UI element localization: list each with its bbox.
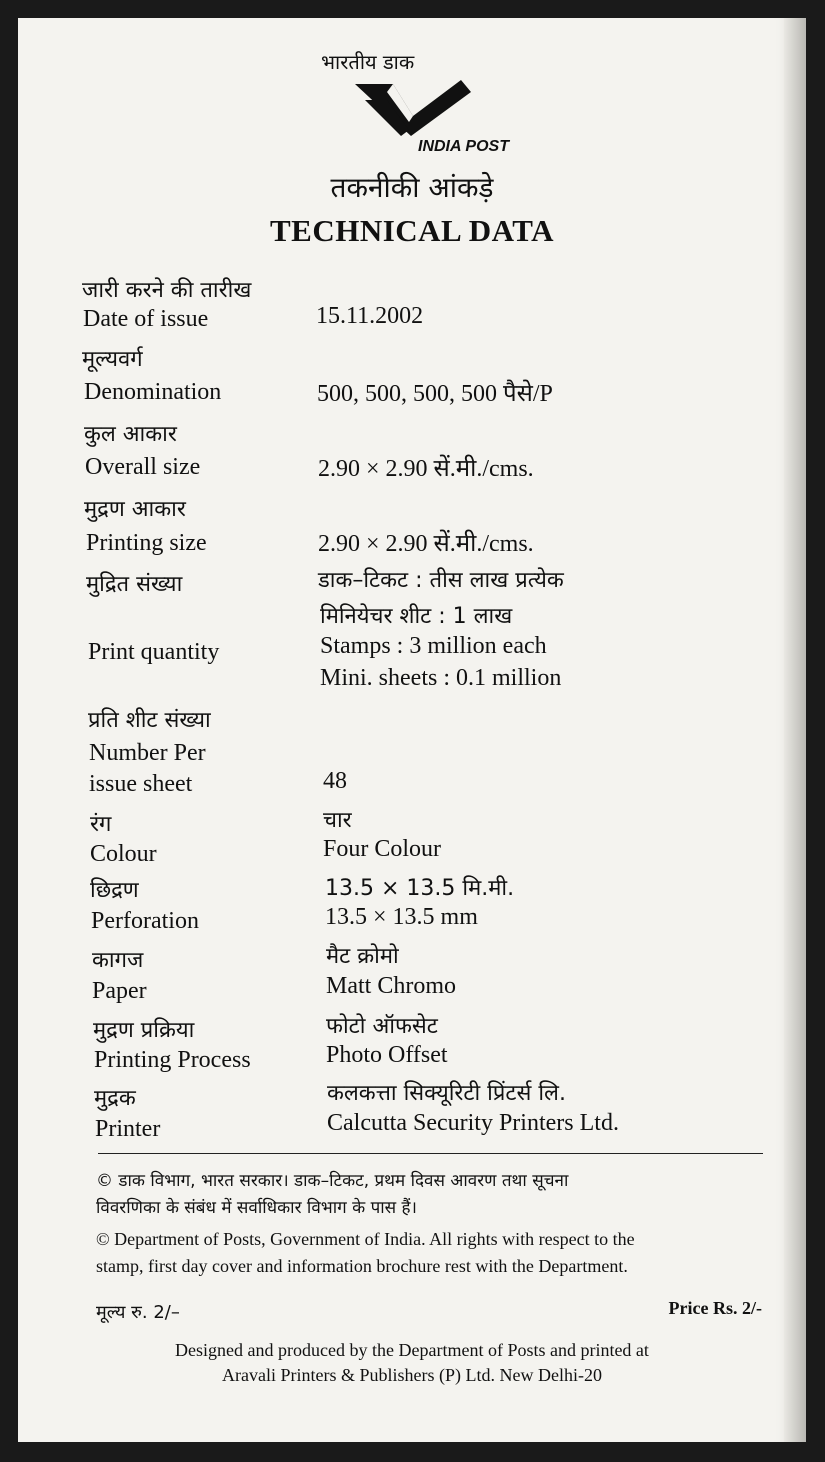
credits-line-2: Aravali Printers & Publishers (P) Ltd. New Delhi-20 [222,1365,602,1385]
perforation-value: 13.5 × 13.5 mm [325,904,478,930]
copyright-hindi [96,1168,786,1222]
printing-process-label: Printing Process [94,1047,251,1073]
divider [98,1153,763,1154]
printing-size-label-hindi: मुद्रण आकार [84,497,186,522]
logo-hindi-text: भारतीय डाक [321,50,415,74]
colour-label: Colour [90,841,157,867]
perforation-label-hindi: छिद्रण [90,878,139,903]
paper-label-hindi: कागज [92,948,144,973]
copyright-english-line-1: © Department of Posts, Government of India. All rights with respect to the [96,1229,635,1249]
print-quantity-label: Print quantity [88,639,220,665]
overall-size-value: 2.90 × 2.90 सें.मी./cms. [318,456,534,482]
denomination-label-hindi: मूल्यवर्ग [82,347,143,372]
india-post-logo [318,48,578,158]
colour-label-hindi: रंग [90,812,112,837]
colour-value-hindi: चार [323,808,352,833]
print-quantity-value-hindi-1: डाक–टिकट : तीस लाख प्रत्येक [318,568,564,593]
printing-process-value-hindi: फोटो ऑफसेट [326,1014,438,1039]
paper-value-hindi: मैट क्रोमो [326,944,399,969]
copyright-hindi-line-1: © डाक विभाग, भारत सरकार। डाक–टिकट, प्रथम दिवस आवरण तथा सूचना [96,1171,569,1191]
printing-process-value: Photo Offset [326,1042,448,1068]
printer-value-hindi: कलकत्ता सिक्यूरिटी प्रिंटर्स लि. [327,1081,566,1106]
paper-label: Paper [92,978,147,1004]
printing-process-label-hindi: मुद्रण प्रक्रिया [93,1018,195,1043]
overall-size-label-hindi: कुल आकार [84,422,177,447]
date-label-hindi: जारी करने की तारीख [82,278,252,303]
paper-value: Matt Chromo [326,973,456,999]
date-value: 15.11.2002 [316,303,424,329]
denomination-value: 500, 500, 500, 500 पैसे/P [317,381,553,407]
print-quantity-value-hindi-2: मिनियेचर शीट : 1 लाख [320,604,513,629]
copyright-english [96,1226,786,1280]
copyright-english-line-2: stamp, first day cover and information brochure rest with the Department. [96,1256,628,1276]
price: Price Rs. 2/- [668,1298,762,1318]
print-quantity-value-2: Mini. sheets : 0.1 million [320,665,562,691]
title-hindi: तकनीकी आंकड़े [330,171,494,204]
perforation-value-hindi: 13.5 × 13.5 मि.मी. [325,876,515,901]
perforation-label: Perforation [91,908,199,934]
colour-value: Four Colour [323,836,442,862]
number-per-sheet-value: 48 [323,768,347,794]
printing-size-label: Printing size [86,530,207,556]
printer-label: Printer [95,1116,161,1142]
copyright-hindi-line-2: विवरणिका के संबंध में सर्वाधिकार विभाग के पास हैं। [96,1198,417,1218]
print-quantity-label-hindi: मुद्रित संख्या [86,572,183,597]
page-title: TECHNICAL DATA [269,213,555,248]
price-hindi: मूल्य रु. 2/– [96,1302,180,1323]
credits-line-1: Designed and produced by the Department of Posts and printed at [175,1340,649,1360]
number-per-sheet-label-hindi: प्रति शीट संख्या [88,708,211,733]
logo-english-text: INDIA POST [418,138,509,155]
denomination-label: Denomination [84,379,222,405]
printer-label-hindi: मुद्रक [94,1086,136,1111]
printer-credits [18,1338,806,1388]
brochure-page [18,18,806,1442]
print-quantity-value-1: Stamps : 3 million each [320,633,547,659]
date-label: Date of issue [83,306,209,332]
number-per-sheet-label-2: issue sheet [89,771,193,797]
overall-size-label: Overall size [85,454,201,480]
printing-size-value: 2.90 × 2.90 सें.मी./cms. [318,531,534,557]
printer-value: Calcutta Security Printers Ltd. [327,1110,619,1136]
number-per-sheet-label-1: Number Per [89,740,206,766]
